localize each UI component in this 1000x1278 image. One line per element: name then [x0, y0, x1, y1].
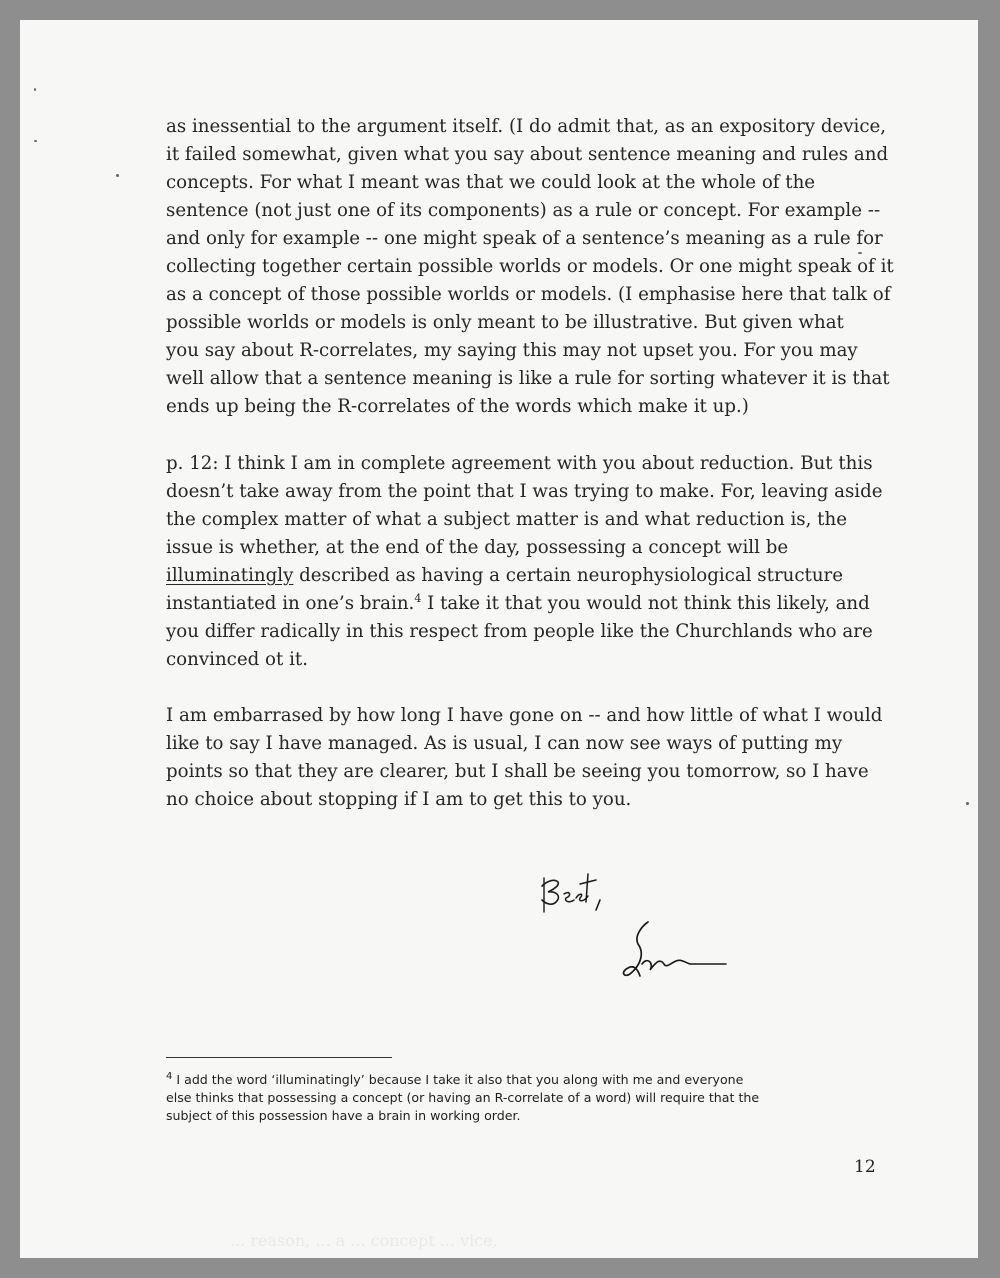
text-line: as inessential to the argument itself. (I do admit that, as an expository device, [166, 116, 887, 137]
letter-page [20, 20, 978, 1258]
text-line: you say about R-correlates, my saying this may not upset you. For you may [166, 340, 858, 361]
footnote-line: subject of this possession have a brain in working order. [166, 1108, 521, 1123]
text-line: no choice about stopping if I am to get this to you. [166, 789, 632, 810]
text-line: collecting together certain possible worlds or models. Or one might speak of it [166, 256, 894, 277]
text-line: sentence (not just one of its components) as a rule or concept. For example -- [166, 200, 881, 221]
footnote-line: else thinks that possessing a concept (or having an R-correlate of a word) will require that the [166, 1090, 760, 1105]
text-line: it failed somewhat, given what you say about sentence meaning and rules and [166, 144, 889, 165]
text-fragment: described as having a certain neurophysiological structure [293, 565, 844, 586]
text-line: you differ radically in this respect from people like the Churchlands who are [166, 621, 873, 642]
footnote-separator [166, 1057, 392, 1058]
text-line: concepts. For what I meant was that we could look at the whole of the [166, 172, 816, 193]
text-fragment: I add the word ‘illuminatingly’ because I take it also that you along with me and everyone [172, 1072, 744, 1087]
text-line [166, 590, 870, 618]
paragraph-closing [166, 702, 883, 814]
paragraph-reduction [166, 450, 883, 674]
underlined-word: illuminatingly [166, 565, 294, 586]
text-fragment: I take it that you would not think this likely, and [421, 593, 870, 614]
handwritten-signature [530, 860, 730, 990]
text-line: well allow that a sentence meaning is like a rule for sorting whatever it is that [166, 368, 890, 389]
paragraph-r-correlates [166, 113, 894, 421]
page-number: 12 [854, 1157, 876, 1177]
paper-speck [34, 88, 36, 91]
bleed-through-text: ... reason, ... a ... concept ... vice, [230, 1231, 498, 1250]
text-fragment: instantiated in one’s brain. [166, 593, 415, 614]
text-line: points so that they are clearer, but I shall be seeing you tomorrow, so I have [166, 761, 869, 782]
text-line: ends up being the R-correlates of the words which make it up.) [166, 396, 749, 417]
text-line: p. 12: I think I am in complete agreement with you about reduction. But this [166, 453, 873, 474]
footnote-number: 4 [166, 1071, 173, 1082]
footnote-reference: 4 [414, 592, 422, 605]
text-line: possible worlds or models is only meant to be illustrative. But given what [166, 312, 844, 333]
text-line [166, 562, 866, 590]
text-line: like to say I have managed. As is usual, I can now see ways of putting my [166, 733, 843, 754]
text-line: as a concept of those possible worlds or models. (I emphasise here that talk of [166, 284, 891, 305]
text-line: doesn’t take away from the point that I was trying to make. For, leaving aside [166, 481, 883, 502]
text-line: issue is whether, at the end of the day, possessing a concept will be [166, 537, 789, 558]
footnote [166, 1071, 866, 1125]
text-line: convinced ot it. [166, 649, 308, 670]
paper-speck [966, 802, 969, 805]
footnote-line [166, 1071, 866, 1089]
paper-speck [34, 140, 37, 142]
text-line: and only for example -- one might speak of a sentence’s meaning as a rule for [166, 228, 883, 249]
paper-speck [858, 252, 862, 254]
text-line: I am embarrased by how long I have gone on -- and how little of what I would [166, 705, 883, 726]
text-line: the complex matter of what a subject matter is and what reduction is, the [166, 509, 847, 530]
paper-speck [116, 174, 119, 177]
